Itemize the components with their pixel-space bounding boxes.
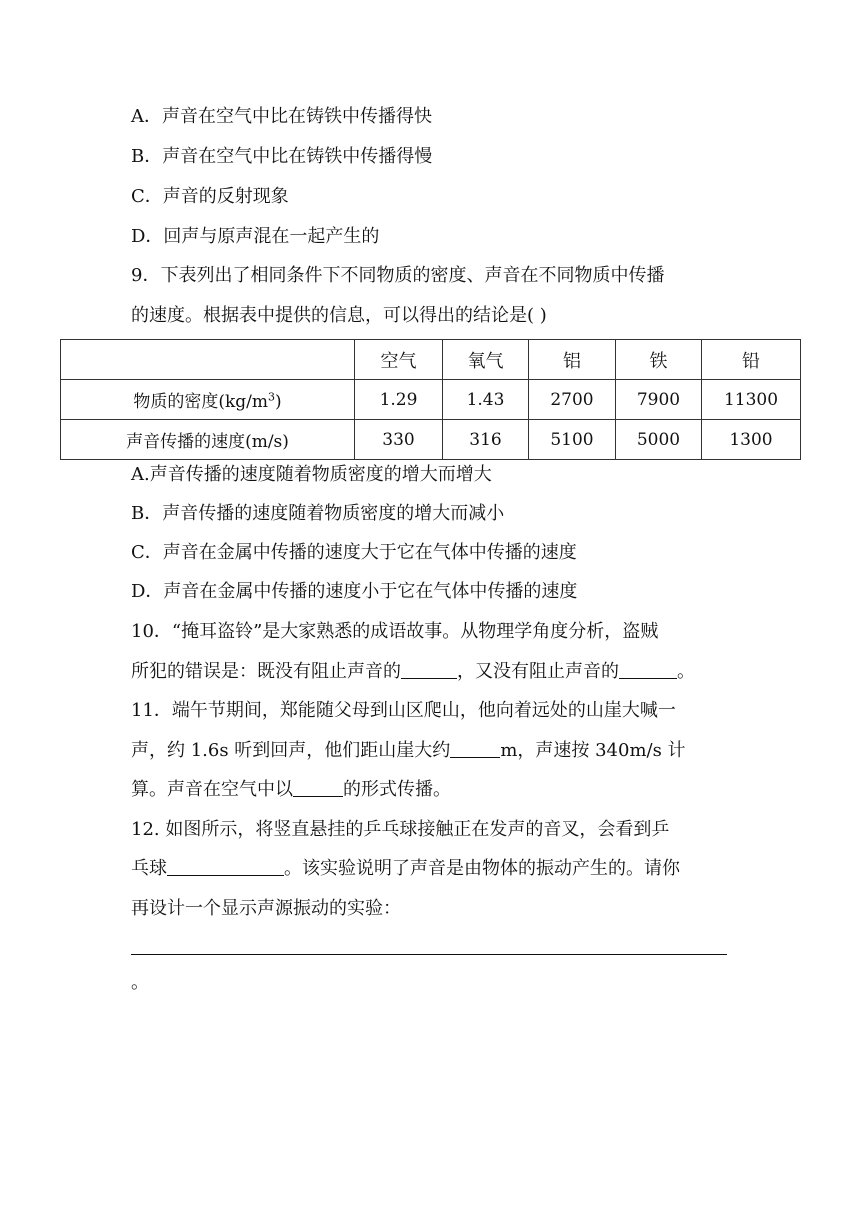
answer-blank[interactable]	[401, 660, 457, 679]
answer-blank[interactable]	[450, 739, 500, 758]
q9-option-b: B．声音传播的速度随着物质密度的增大而减小	[131, 503, 505, 524]
speed-row-label: 声音传播的速度(m/s)	[61, 420, 355, 460]
answer-blank[interactable]	[293, 778, 343, 797]
table-header-cell: 铝	[529, 340, 616, 380]
table-cell: 1.29	[355, 380, 443, 420]
answer-line[interactable]	[131, 954, 727, 955]
q12-stem-line2: 乓球 。该实验说明了声音是由物体的振动产生的。请你	[131, 858, 680, 879]
q9-option-d: D．声音在金属中传播的速度小于它在气体中传播的速度	[131, 581, 578, 602]
table-cell: 1.43	[443, 380, 529, 420]
q9-stem-line2: 的速度。根据表中提供的信息，可以得出的结论是( )	[131, 305, 547, 326]
density-row-label: 物质的密度$(kg/m^3)$	[61, 380, 355, 420]
table-row-density	[61, 380, 801, 420]
q11-stem-line2: 声，约 1.6s 听到回声，他们距山崖大约 m，声速按 340m/s 计	[131, 740, 686, 761]
table-cell: 330	[355, 420, 443, 460]
q8-option-a: A．声音在空气中比在铸铁中传播得快	[131, 106, 432, 127]
q11-stem-line3: 算。声音在空气中以 的形式传播。	[131, 779, 451, 800]
q10-stem-line2: 所犯的错误是：既没有阻止声音的 ，又没有阻止声音的 。	[131, 661, 695, 682]
q8-option-b: B．声音在空气中比在铸铁中传播得慢	[131, 146, 433, 167]
q8-option-c: C．声音的反射现象	[131, 186, 289, 207]
q12-stem-line3: 再设计一个显示声源振动的实验：	[131, 898, 401, 919]
table-header-cell	[61, 340, 355, 380]
q10-stem-line1: 10．“掩耳盗铃”是大家熟悉的成语故事。从物理学角度分析，盗贼	[131, 621, 659, 642]
table-row-speed	[61, 420, 801, 460]
q12-stem-line1: 12. 如图所示，将竖直悬挂的乒乓球接触正在发声的音叉，会看到乒	[131, 819, 670, 840]
answer-blank[interactable]	[167, 857, 284, 876]
q9-option-c: C．声音在金属中传播的速度大于它在气体中传播的速度	[131, 542, 577, 563]
table-header-cell: 氧气	[443, 340, 529, 380]
table-header-cell: 铁	[616, 340, 702, 380]
q9-stem-line1: 9．下表列出了相同条件下不同物质的密度、声音在不同物质中传播	[131, 265, 665, 286]
q12-end-mark: 。	[131, 972, 149, 993]
density-speed-table	[60, 339, 801, 460]
q11-stem-line1: 11．端午节期间，郑能随父母到山区爬山，他向着远处的山崖大喊一	[131, 700, 676, 721]
table-cell: 2700	[529, 380, 616, 420]
table-cell: 5100	[529, 420, 616, 460]
table-header-cell: 铅	[702, 340, 801, 380]
table-header-cell: 空气	[355, 340, 443, 380]
table-cell: 316	[443, 420, 529, 460]
table-header-row	[61, 340, 801, 380]
q8-option-d: D．回声与原声混在一起产生的	[131, 226, 380, 247]
table-cell: 5000	[616, 420, 702, 460]
table-cell: 1300	[702, 420, 801, 460]
table-cell: 11300	[702, 380, 801, 420]
q9-option-a: A.声音传播的速度随着物质密度的增大而增大	[131, 464, 492, 485]
table-cell: 7900	[616, 380, 702, 420]
answer-blank[interactable]	[619, 660, 677, 679]
